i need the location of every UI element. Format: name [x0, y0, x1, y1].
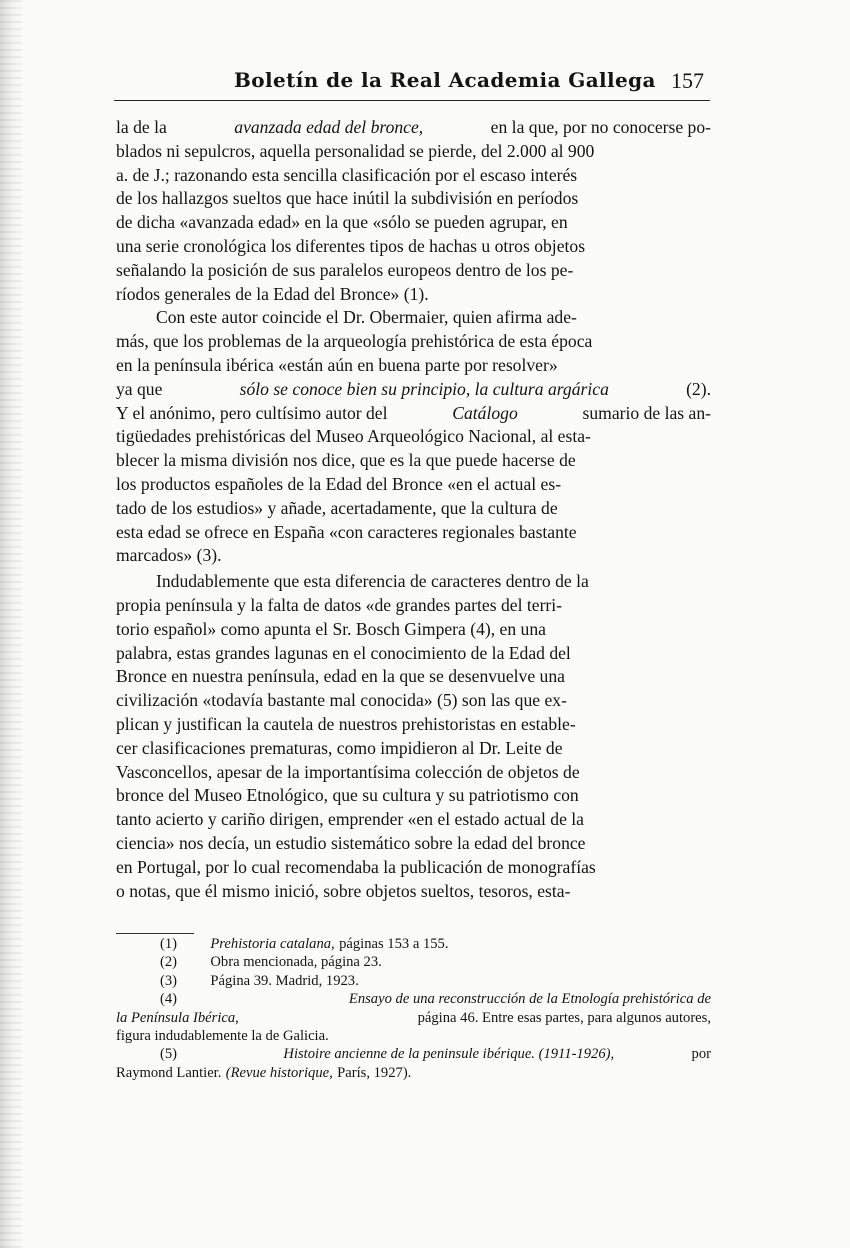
- footnote-2: (2) Obra mencionada, página 23.: [160, 954, 382, 971]
- footnote-5-line: Raymond Lantier. (Revue historique, París, 1927).: [116, 1064, 412, 1081]
- journal-title: Boletín de la Real Academia Gallega: [234, 68, 656, 92]
- footnote-number: (3): [160, 972, 178, 989]
- text-line: más, que los problemas de la arqueología prehistórica de esta época: [116, 331, 593, 352]
- text-line: de dicha «avanzada edad» en la que «sólo se pueden agrupar, en: [116, 212, 568, 233]
- text-line: ciencia» nos decía, un estudio sistemático sobre la edad del bronce: [116, 832, 586, 853]
- text-line: Y el anónimo, pero cultísimo autor del Catálogo sumario de las an-: [116, 402, 711, 423]
- footnotes: [116, 933, 711, 1082]
- text-line: los productos españoles de la Edad del Bronce «en el actual es-: [116, 473, 562, 494]
- text-line: en Portugal, por lo cual recomendaba la publicación de monografías: [116, 856, 596, 877]
- text-line: tanto acierto y cariño dirigen, emprender «en el estado actual de la: [116, 809, 584, 830]
- text-line: a. de J.; razonando esta sencilla clasificación por el escaso interés: [116, 164, 578, 185]
- footnote-3: (3) Página 39. Madrid, 1923.: [160, 972, 359, 989]
- text-line: Vasconcellos, apesar de la importantísima colección de objetos de: [116, 761, 580, 782]
- text-line: plican y justifican la cautela de nuestros prehistoristas en estable-: [116, 713, 576, 734]
- footnote-number: (5): [160, 1046, 178, 1063]
- footnote-4: (4) Ensayo de una reconstrucción de la Etnología prehistórica de: [160, 991, 711, 1008]
- footnote-4-line: figura indudablemente la de Galicia.: [116, 1027, 329, 1044]
- text-line: propia península y la falta de datos «de grandes partes del terri-: [116, 594, 563, 615]
- text-line: ya que sólo se conoce bien su principio, la cultura argárica (2).: [116, 378, 711, 399]
- footnote-number: (4): [160, 991, 178, 1008]
- body-text: [116, 116, 711, 903]
- scan-binding-edge: [0, 0, 22, 1248]
- footnote-4-line: la Península Ibérica, página 46. Entre esas partes, para algunos autores,: [116, 1009, 711, 1026]
- text-line: civilización «todavía bastante mal conocida» (5) son las que ex-: [116, 690, 567, 711]
- footnote-5: (5) Histoire ancienne de la peninsule ibérique. (1911-1926), por: [160, 1046, 711, 1063]
- text-line: Indudablemente que esta diferencia de caracteres dentro de la: [156, 571, 589, 592]
- text-line: esta edad se ofrece en España «con caracteres regionales bastante: [116, 521, 577, 542]
- footnote-1: (1) Prehistoria catalana, páginas 153 a 155.: [160, 936, 449, 952]
- text-line: bronce del Museo Etnológico, que su cultura y su patriotismo con: [116, 785, 579, 806]
- text-line: marcados» (3).: [116, 545, 222, 566]
- page-number: 157: [671, 68, 704, 93]
- footnote-number: (2): [160, 954, 178, 971]
- text-line: o notas, que él mismo inició, sobre objetos sueltos, tesoros, esta-: [116, 880, 571, 901]
- text-line: blados ni sepulcros, aquella personalidad se pierde, del 2.000 al 900: [116, 140, 595, 161]
- text-line: señalando la posición de sus paralelos europeos dentro de los pe-: [116, 259, 574, 280]
- text-line: cer clasificaciones prematuras, como impidieron al Dr. Leite de: [116, 737, 563, 758]
- footnote-rule: [116, 933, 194, 934]
- text-line: en la península ibérica «están aún en buena parte por resolver»: [116, 354, 558, 375]
- text-line: Con este autor coincide el Dr. Obermaier, quien afirma ade-: [156, 307, 577, 328]
- text-line: blecer la misma división nos dice, que es la que puede hacerse de: [116, 450, 576, 471]
- text-line: la de la avanzada edad del bronce, en la que, por no conocerse po-: [116, 117, 711, 137]
- text-line: tado de los estudios» y añade, acertadamente, que la cultura de: [116, 497, 558, 518]
- text-line: una serie cronológica los diferentes tipos de hachas u otros objetos: [116, 235, 586, 256]
- text-line: torio español» como apunta el Sr. Bosch Gimpera (4), en una: [116, 618, 546, 639]
- footnote-number: (1): [160, 936, 178, 952]
- text-line: ríodos generales de la Edad del Bronce» (1).: [116, 283, 429, 304]
- text-line: tigüedades prehistóricas del Museo Arqueológico Nacional, al esta-: [116, 426, 591, 447]
- running-header: [114, 64, 710, 101]
- text-line: de los hallazgos sueltos que hace inútil la subdivisión en períodos: [116, 188, 579, 209]
- text-line: Bronce en nuestra península, edad en la que se desenvuelve una: [116, 666, 565, 687]
- text-line: palabra, estas grandes lagunas en el conocimiento de la Edad del: [116, 642, 571, 663]
